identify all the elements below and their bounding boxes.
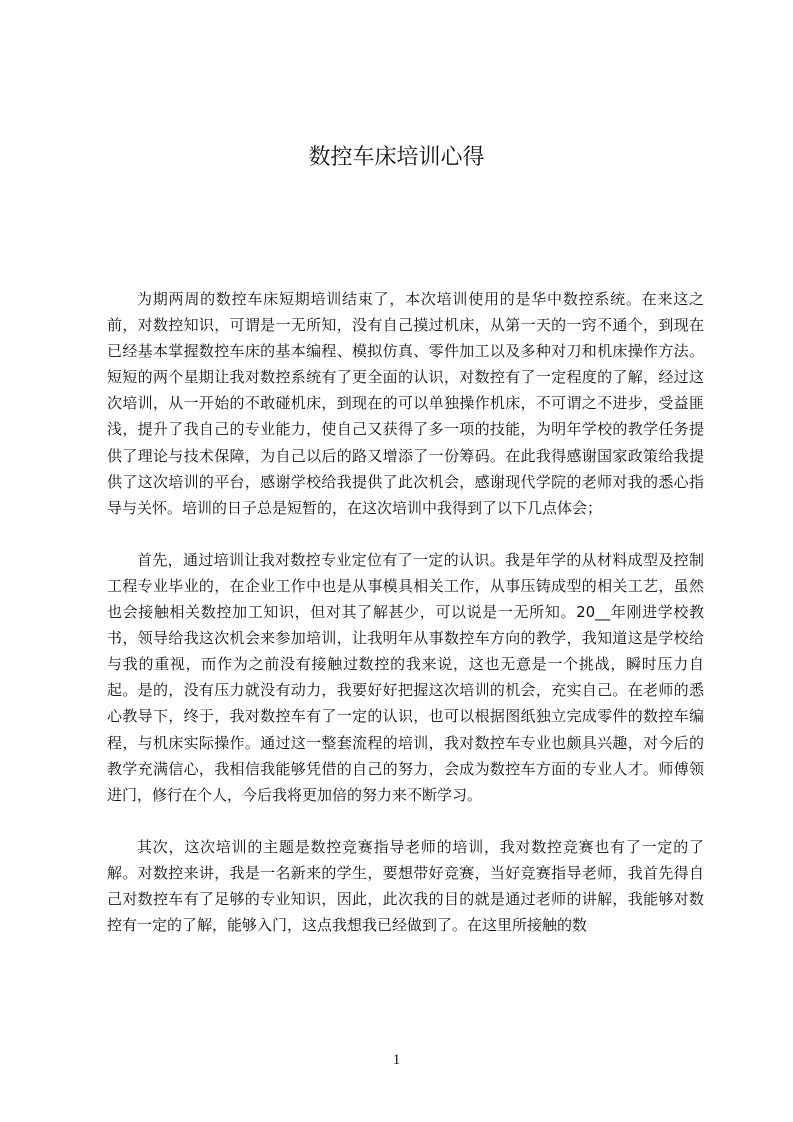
paragraph-2: 首先，通过培训让我对数控专业定位有了一定的认识。我是年学的从材料成型及控制工程专业毕业的，在企业工作中也是从事模具相关工作，从事压铸成型的相关工艺，虽然也会接触相关数控加工知识，但对其了解甚少，可以说是一无所知。20__年刚进学校教书，领导给我这次机会来参加培训，让我明年从事数控车方向的教学，我知道这是学校给与我的重视，而作为之前没有接触过数控的我来说，这也无意是一个挑战，瞬时压力自起。是的，没有压力就没有动力，我要好好把握这次培训的机会，充实自己。在老师的悉心教导下，终于，我对数控车有了一定的认识，也可以根据图纸独立完成零件的数控车编程，与机床实际操作。通过这一整套流程的培训，我对数控车专业也颇具兴趣，对今后的教学充满信心，我相信我能够凭借的自己的努力，会成为数控车方面的专业人才。师傅领进门，修行在个人，今后我将更加倍的努力来不断学习。: [107, 550, 704, 804]
document-body: [107, 286, 704, 964]
paragraph-3: 其次，这次培训的主题是数控竞赛指导老师的培训，我对数控竞赛也有了一定的了解。对数控来讲，我是一名新来的学生，要想带好竞赛，当好竞赛指导老师，我首先得自己对数控车有了足够的专业知识，因此，此次我的目的就是通过老师的讲解，我能够对数控有一定的了解，能够入门，这点我想我已经做到了。在这里所接触的数: [107, 837, 704, 935]
page-number: 1: [392, 1052, 401, 1068]
document-title: 数控车床培训心得: [308, 145, 485, 170]
paragraph-1: 为期两周的数控车床短期培训结束了，本次培训使用的是华中数控系统。在来这之前，对数控知识，可谓是一无所知，没有自己摸过机床，从第一天的一窍不通个，到现在已经基本掌握数控车床的基本编程、模拟仿真、零件加工以及多种对刀和机床操作方法。短短的两个星期让我对数控系统有了更全面的认识，对数控有了一定程度的了解，经过这次培训，从一开始的不敢碰机床，到现在的可以单独操作机床，不可谓之不进步，受益匪浅，提升了我自己的专业能力，使自己又获得了多一项的技能，为明年学校的教学任务提供了理论与技术保障，为自己以后的路又增添了一份筹码。在此我得感谢国家政策给我提供了这次培训的平台，感谢学校给我提供了此次机会，感谢现代学院的老师对我的悉心指导与关怀。培训的日子总是短暂的，在这次培训中我得到了以下几点体会；: [107, 290, 704, 517]
